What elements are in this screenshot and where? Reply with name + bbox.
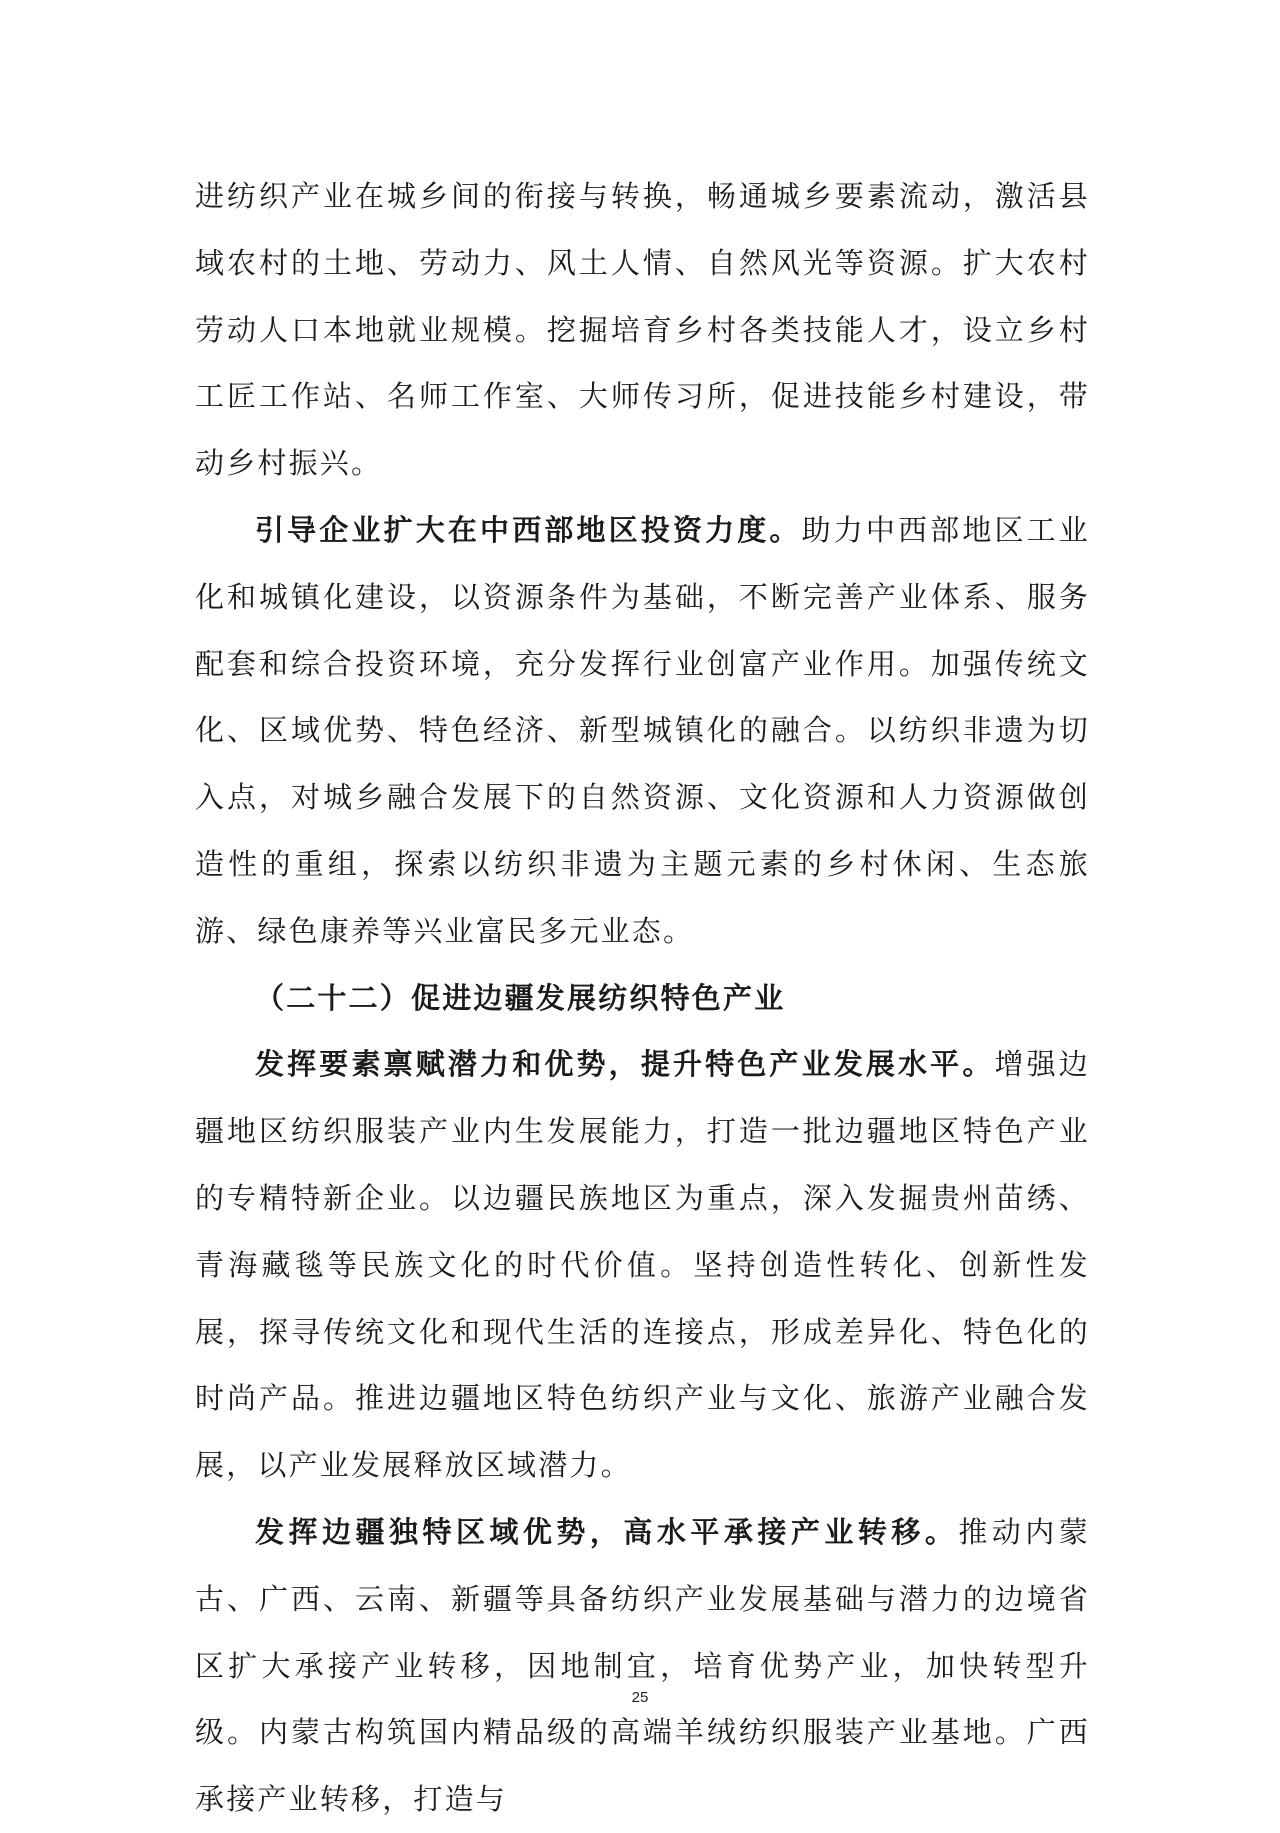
paragraph-lead: 发挥要素禀赋潜力和优势，提升特色产业发展水平。 [255, 1047, 995, 1082]
document-body [195, 163, 1090, 1833]
paragraph-factor-endowment [195, 1031, 1090, 1499]
paragraph-lead: 引导企业扩大在中西部地区投资力度。 [255, 512, 802, 547]
paragraph-continuation [195, 163, 1090, 497]
paragraph-investment [195, 497, 1090, 965]
page-number: 25 [631, 1689, 649, 1706]
paragraph-text: 增强边疆地区纺织服装产业内生发展能力，打造一批边疆地区特色产业的专精特新企业。以边疆民族地区为重点，深入发掘贵州苗绣、青海藏毯等民族文化的时代价值。坚持创造性转化、创新性发展，探寻传统文化和现代生活的连接点，形成差异化、特色化的时尚产品。推进边疆地区特色纺织产业与文化、旅游产业融合发展，以产业发展释放区域潜力。 [195, 1047, 1090, 1483]
paragraph-text: 助力中西部地区工业化和城镇化建设，以资源条件为基础，不断完善产业体系、服务配套和综合投资环境，充分发挥行业创富产业作用。加强传统文化、区域优势、特色经济、新型城镇化的融合。以纺织非遗为切入点，对城乡融合发展下的自然资源、文化资源和人力资源做创造性的重组，探索以纺织非遗为主题元素的乡村休闲、生态旅游、绿色康养等兴业富民多元业态。 [195, 512, 1090, 948]
section-heading: （二十二）促进边疆发展纺织特色产业 [255, 980, 786, 1015]
paragraph-text: 推动内蒙古、广西、云南、新疆等具备纺织产业发展基础与潜力的边境省区扩大承接产业转移，因地制宜，培育优势产业，加快转型升级。内蒙古构筑国内精品级的高端羊绒纺织服装产业基地。广西承接产业转移，打造与 [195, 1514, 1090, 1817]
paragraph-text: 进纺织产业在城乡间的衔接与转换，畅通城乡要素流动，激活县域农村的土地、劳动力、风土人情、自然风光等资源。扩大农村劳动人口本地就业规模。挖掘培育乡村各类技能人才，设立乡村工匠工作站、名师工作室、大师传习所，促进技能乡村建设，带动乡村振兴。 [195, 179, 1090, 481]
paragraph-lead: 发挥边疆独特区域优势，高水平承接产业转移。 [255, 1514, 959, 1549]
paragraph-border-advantage [195, 1499, 1090, 1833]
